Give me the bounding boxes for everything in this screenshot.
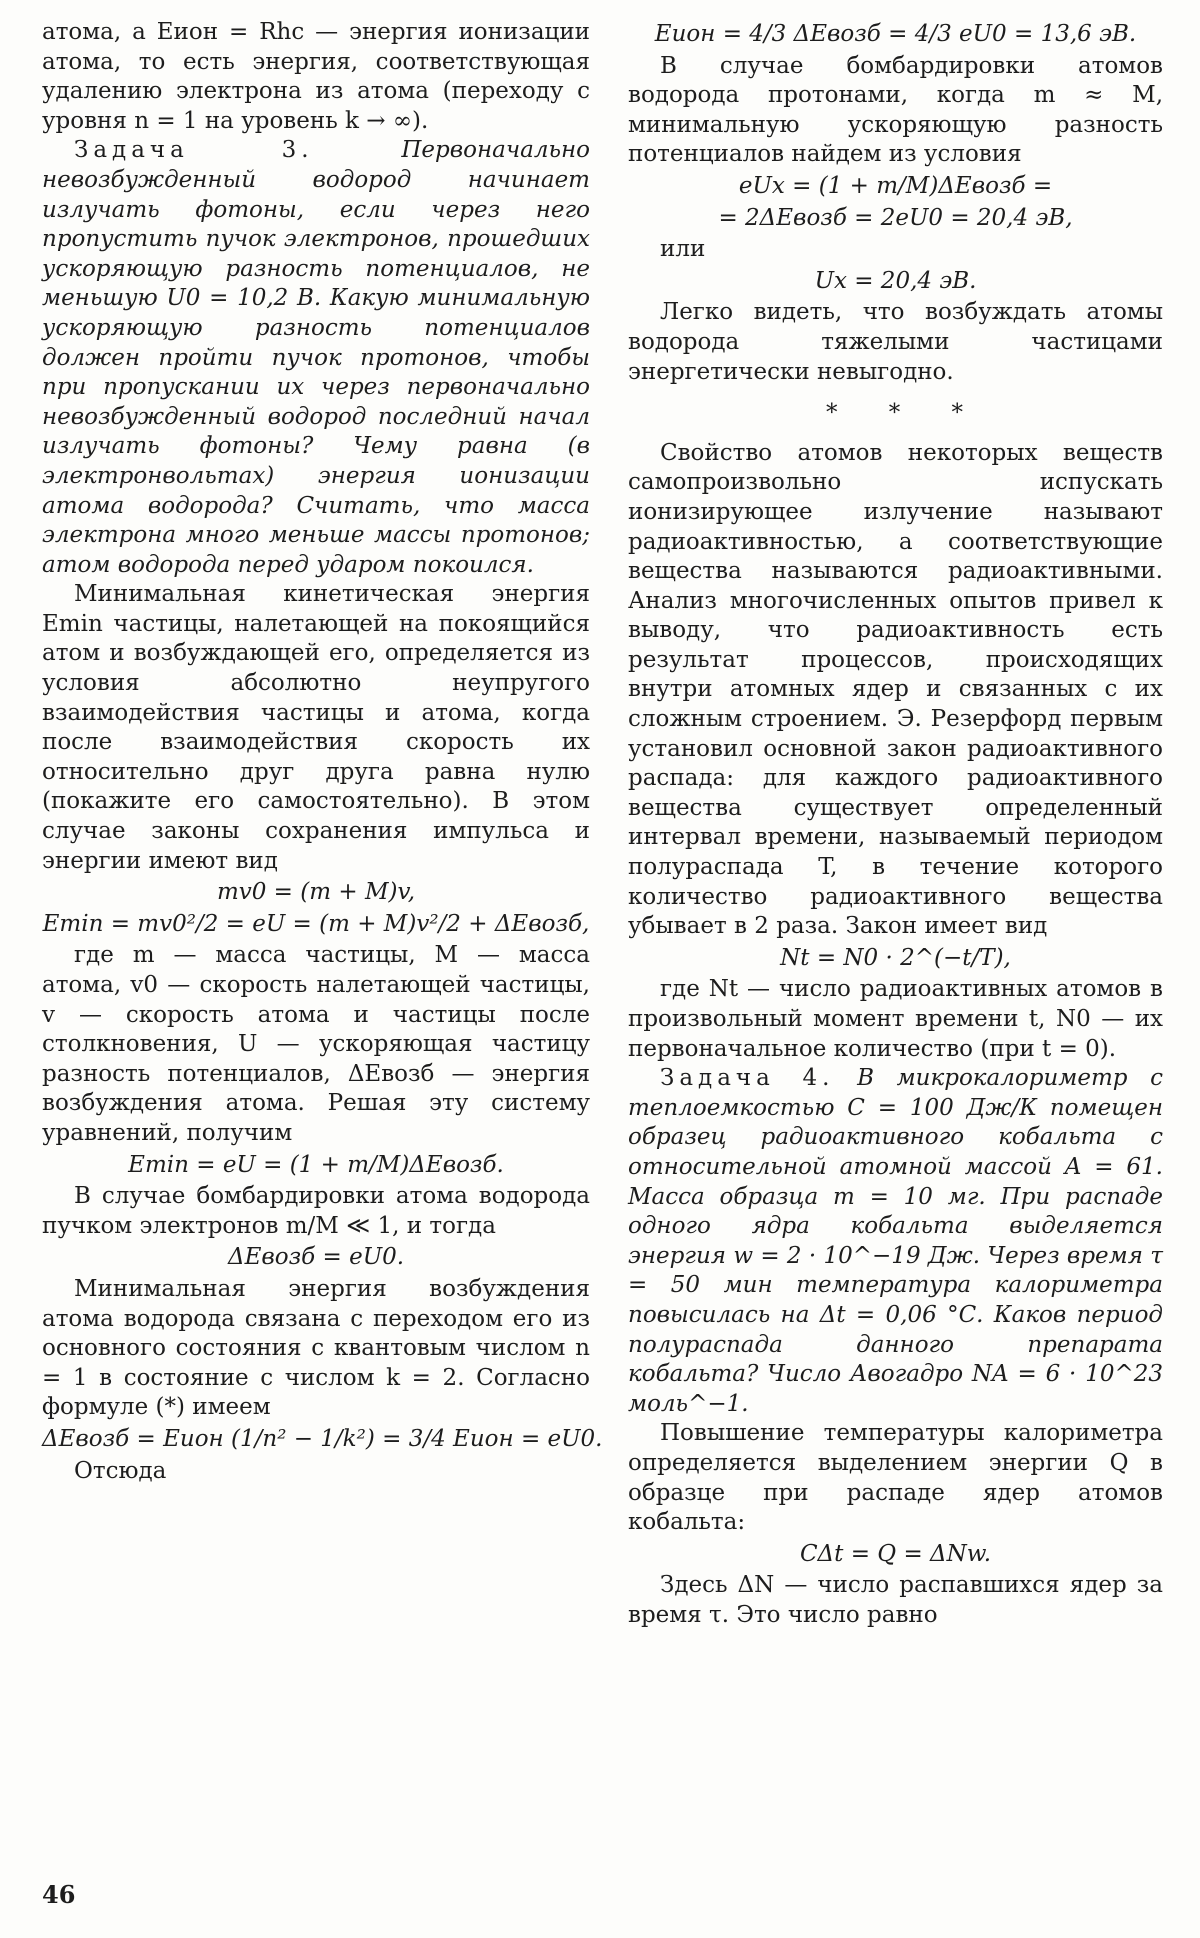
paragraph-text: где m — масса частицы, M — масса атома, v0 — скорость налетающей частицы, v — скорость атома и частицы после столкновения, U — ускоряющая частицу разность потенциалов, ΔEвозб — энергия возбуждения атома. Решая эту систему уравнений, получим xyxy=(42,942,590,1146)
paragraph xyxy=(42,1275,590,1423)
paragraph-text: В случае бомбардировки атомов водорода протонами, когда m ≈ M, минимальную ускоряющую разность потенциалов найдем из условия xyxy=(628,52,1163,168)
task-label: Задача 3. xyxy=(74,137,314,164)
task-statement xyxy=(628,1064,1163,1419)
formula: ΔEвозб = Eион (1/n² − 1/k²) = 3/4 Eион = eU0. xyxy=(42,1425,603,1452)
paragraph xyxy=(628,235,1163,265)
paragraph xyxy=(628,975,1163,1064)
paragraph xyxy=(628,1419,1163,1537)
paragraph-text: Минимальная кинетическая энергия Emin частицы, налетающей на покоящийся атом и возбуждающей его, определяется из условия абсолютно неупругого взаимодействия частицы и атома, когда после взаимодействия скорость их относительно друг друга равна нулю (покажите его самостоятельно). В этом случае законы сохранения импульса и энергии имеют вид xyxy=(42,581,590,874)
paragraph-text: атома, а Eион = Rhc — энергия ионизации атома, то есть энергия, соответствующая удалению электрона из атома (переходу с уровня n = 1 на уровень k → ∞). xyxy=(42,19,590,134)
paragraph-text: Здесь ΔN — число распавшихся ядер за время τ. Это число равно xyxy=(628,1572,1163,1628)
formula: ΔEвозб = eU0. xyxy=(227,1244,405,1271)
task-text: В микрокалориметр с теплоемкостью C = 100 Дж/К помещен образец радиоактивного кобальта с относительной атомной массой A = 61. Масса образца m = 10 мг. При распаде одного ядра кобальта выделяется энергия w = 2 · 10^−19 Дж. Через время τ = 50 мин температура калориметра повысилась на Δt = 0,06 °С. Каков период полураспада данного препарата кобальта? Число Авогадро NA = 6 · 10^23 моль^−1. xyxy=(628,1065,1163,1417)
paragraph-text: В случае бомбардировки атома водорода пучком электронов m/M ≪ 1, и тогда xyxy=(42,1183,590,1239)
formula: CΔt = Q = ΔNw. xyxy=(799,1540,992,1567)
task-text: Первоначально невозбужденный водород начинает излучать фотоны, если через него пропустить пучок электронов, прошедших ускоряющую разность потенциалов, не меньшую U0 = 10,2 В. Какую минимальную ускоряющую разность потенциалов должен пройти пучок протонов, чтобы при пропускании их через первоначально невозбужденный водород последний начал излучать фотоны? Чему равна (в электронвольтах) энергия ионизации атома водорода? Считать, что масса электрона много меньше массы протонов; атом водорода перед ударом покоился. xyxy=(42,137,591,578)
paragraph xyxy=(42,580,590,876)
formula: eUx = (1 + m/M)ΔEвозб = xyxy=(738,172,1053,199)
paragraph-text: Свойство атомов некоторых веществ самопроизвольно испускать ионизирующее излучение называют радиоактивностью, а соответствующие вещества называются радиоактивными. Анализ многочисленных опытов привел к выводу, что радиоактивность есть результат процессов, происходящих внутри атомных ядер и связанных с их сложным строением. Э. Резерфорд первым установил основной закон радиоактивного распада: для каждого радиоактивного вещества существует определенный интервал времени, называемый периодом полураспада T, в течение которого количество радиоактивного вещества убывает в 2 раза. Закон имеет вид xyxy=(628,439,1163,940)
paragraph xyxy=(42,18,590,136)
formula: = 2ΔEвозб = 2eU0 = 20,4 эВ, xyxy=(718,204,1073,231)
task-label: Задача 4. xyxy=(660,1065,835,1092)
formula: Emin = mv0²/2 = eU = (m + M)v²/2 + ΔEвозб, xyxy=(42,910,590,937)
paragraph xyxy=(42,941,590,1148)
task-statement xyxy=(42,136,590,580)
page-number: 46 xyxy=(42,1880,76,1909)
formula: Ux = 20,4 эВ. xyxy=(814,267,977,294)
paragraph xyxy=(628,298,1163,387)
formula: Nt = N0 · 2^(−t/T), xyxy=(780,944,1011,971)
paragraph xyxy=(628,1571,1163,1630)
paragraph-text: где Nt — число радиоактивных атомов в произвольный момент времени t, N0 — их первоначальное количество (при t = 0). xyxy=(628,976,1163,1062)
formula: mv0 = (m + M)v, xyxy=(216,879,416,906)
formula: Emin = eU = (1 + m/M)ΔEвозб. xyxy=(128,1151,504,1178)
paragraph-text: Легко видеть, что возбуждать атомы водорода тяжелыми частицами энергетически невыгодно. xyxy=(628,299,1163,385)
paragraph-text: Повышение температуры калориметра определяется выделением энергии Q в образце при распаде ядер атомов кобальта: xyxy=(628,1420,1163,1536)
paragraph-text: или xyxy=(660,236,706,263)
formula: Eион = 4/3 ΔEвозб = 4/3 eU0 = 13,6 эВ. xyxy=(654,21,1137,47)
paragraph xyxy=(628,439,1163,942)
left-column xyxy=(42,18,603,1486)
section-separator: * * * xyxy=(825,400,986,427)
right-column xyxy=(628,18,1163,1630)
paragraph xyxy=(628,52,1163,170)
paragraph-text: Минимальная энергия возбуждения атома водорода связана с переходом его из основного состояния с квантовым числом n = 1 в состояние с числом k = 2. Согласно формуле (*) имеем xyxy=(42,1275,590,1421)
paragraph xyxy=(42,1182,590,1241)
paragraph-text: Отсюда xyxy=(74,1457,167,1484)
paragraph xyxy=(42,1457,590,1487)
